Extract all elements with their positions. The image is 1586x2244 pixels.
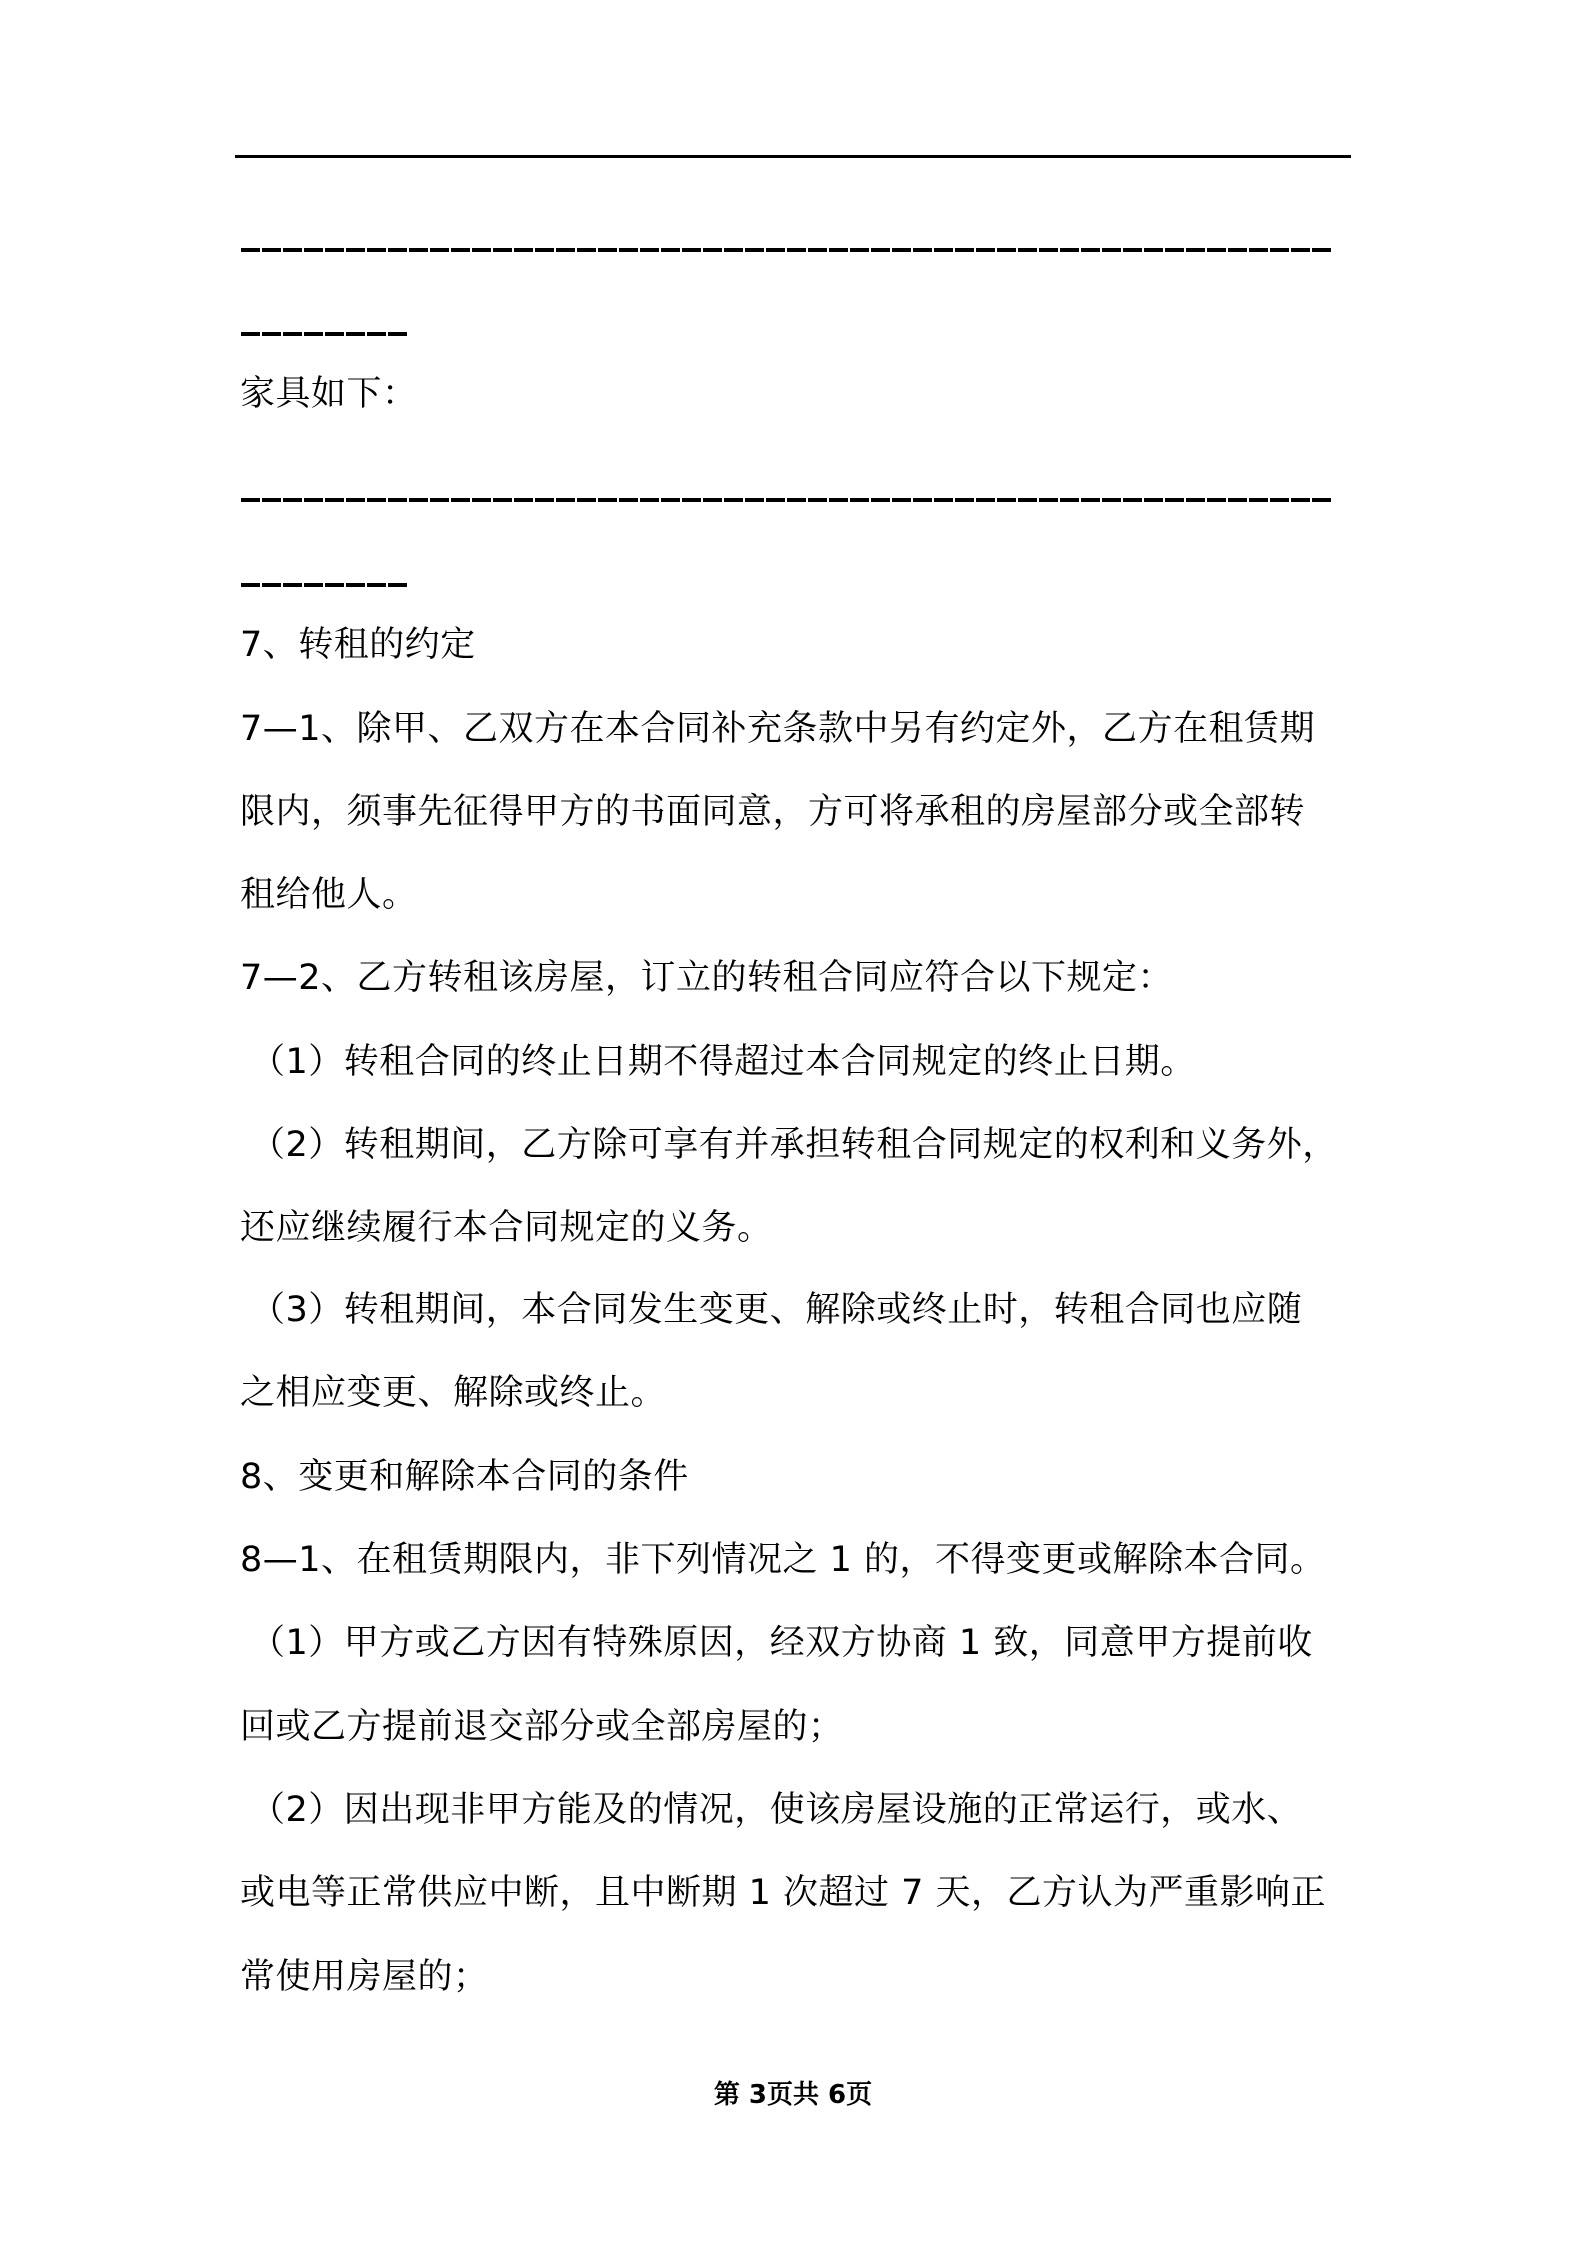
section-heading-7: 7、转租的约定	[240, 625, 476, 665]
clause-8-1-item-1-line-2: 回或乙方提前退交部分或全部房屋的；	[240, 1707, 844, 1747]
clause-7-2-item-2-line-2: 还应继续履行本合同规定的义务。	[240, 1208, 773, 1248]
clause-7-2-item-1: （1）转租合同的终止日期不得超过本合同规定的终止日期。	[250, 1042, 1196, 1082]
clause-8-1-item-2-line-3: 常使用房屋的；	[240, 1957, 489, 1997]
clause-8-1-item-2-line-2: 或电等正常供应中断，且中断期 1 次超过 7 天，乙方认为严重影响正	[240, 1873, 1327, 1913]
clause-8-1-item-1-line-1: （1）甲方或乙方因有特殊原因，经双方协商 1 致，同意甲方提前收	[250, 1623, 1313, 1663]
blank-fill-line	[241, 248, 1331, 252]
clause-8-1-item-2-line-1: （2）因出现非甲方能及的情况，使该房屋设施的正常运行，或水、	[250, 1790, 1303, 1830]
section-heading-8: 8、变更和解除本合同的条件	[240, 1457, 689, 1497]
blank-fill-line-short	[241, 332, 409, 336]
clause-7-1-line-3: 租给他人。	[240, 875, 418, 915]
clause-7-1-line-2: 限内，须事先征得甲方的书面同意，方可将承租的房屋部分或全部转	[240, 792, 1306, 832]
clause-7-2-item-2-line-1: （2）转租期间，乙方除可享有并承担转租合同规定的权利和义务外，	[250, 1125, 1338, 1165]
page-number-footer: 第 3页共 6页	[713, 2080, 873, 2110]
clause-7-2: 7—2、乙方转租该房屋，订立的转租合同应符合以下规定：	[240, 958, 1174, 998]
clause-7-2-item-3-line-2: 之相应变更、解除或终止。	[240, 1373, 667, 1413]
clause-8-1: 8—1、在租赁期限内，非下列情况之 1 的，不得变更或解除本合同。	[240, 1540, 1326, 1580]
top-rule-divider	[235, 155, 1351, 158]
blank-fill-line	[241, 498, 1331, 502]
clause-7-2-item-3-line-1: （3）转租期间，本合同发生变更、解除或终止时，转租合同也应随	[250, 1290, 1303, 1330]
furniture-label: 家具如下：	[240, 374, 418, 414]
clause-7-1-line-1: 7—1、除甲、乙双方在本合同补充条款中另有约定外，乙方在租赁期	[240, 709, 1316, 749]
blank-fill-line-short	[241, 583, 409, 587]
